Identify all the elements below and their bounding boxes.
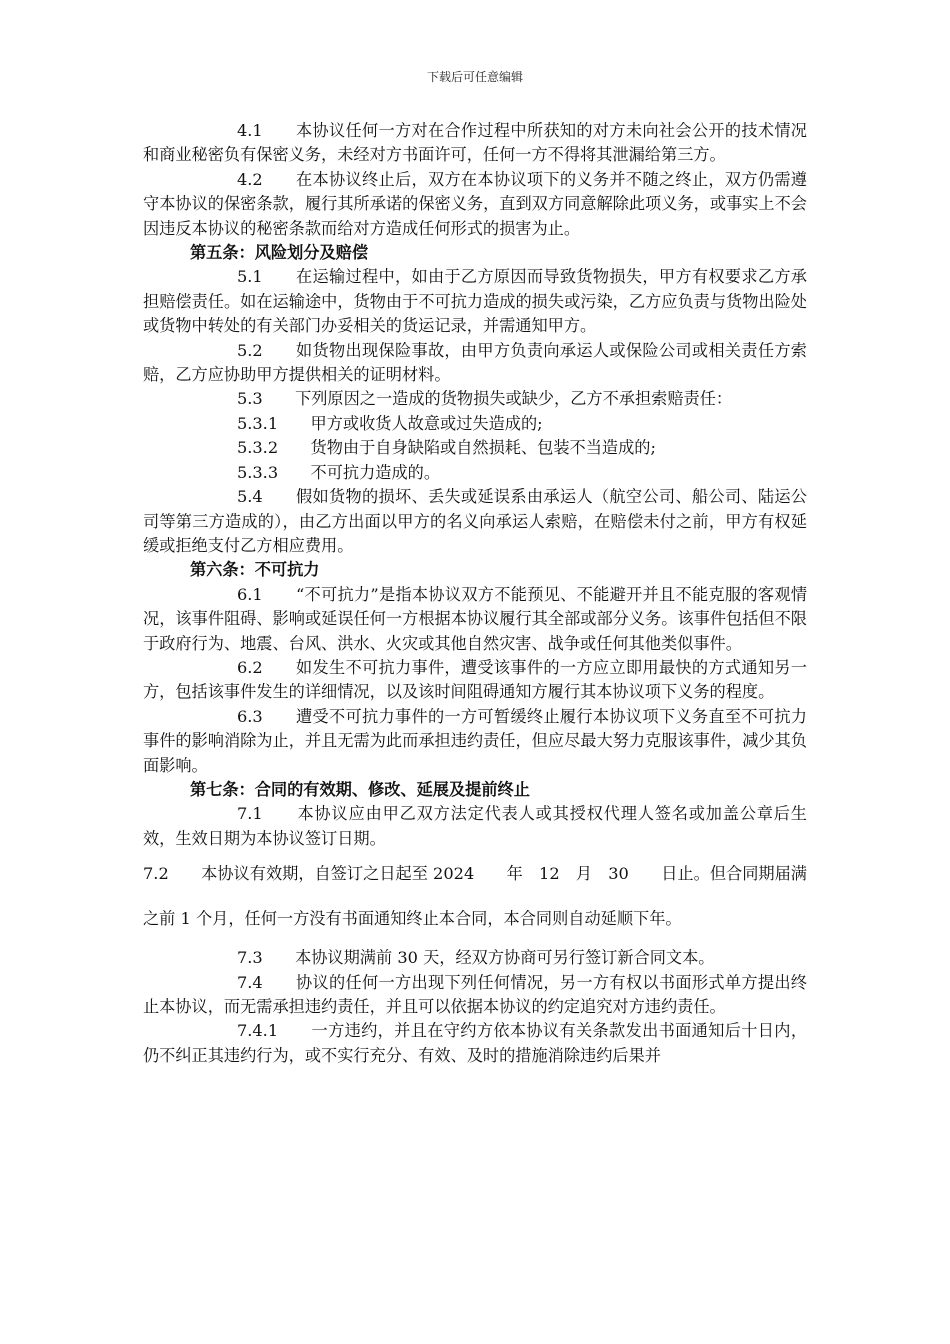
clause-7-4 xyxy=(143,971,807,1020)
section-heading-7: 第七条：合同的有效期、修改、延展及提前终止 xyxy=(189,779,530,799)
clause-text: 在运输过程中，如由于乙方原因而导致货物损失，甲方有权要求乙方承担赔偿责任。如在运输途中，货物由于不可抗力造成的损失或污染，乙方应负责与货物出险处或货物中转处的有关部门办妥相关的货运记录，并需通知甲方。 xyxy=(143,267,807,336)
clause-7-3 xyxy=(143,946,807,970)
clause-number: 5.4 xyxy=(236,487,263,507)
clause-5-3-2 xyxy=(143,436,807,460)
clause-text: 如发生不可抗力事件，遭受该事件的一方应立即用最快的方式通知另一方，包括该事件发生的详细情况，以及该时间阻碍通知方履行其本协议项下义务的程度。 xyxy=(143,657,807,702)
clause-text: 货物由于自身缺陷或自然损耗、包装不当造成的; xyxy=(310,438,656,458)
section-heading-6: 第六条：不可抗力 xyxy=(189,560,320,580)
clause-text: 一方违约，并且在守约方依本协议有关条款发出书面通知后十日内，仍不纠正其违约行为，或不实行充分、有效、及时的措施消除违约后果并 xyxy=(143,1021,808,1065)
clause-text: 如货物出现保险事故，由甲方负责向承运人或保险公司或相关责任方索赔，乙方应协助甲方提供相关的证明材料。 xyxy=(143,340,807,385)
clause-number: 5.3 xyxy=(236,389,263,409)
clause-text: 本协议有效期，自签订之日起至 2024 年 12 月 30 日止。但合同期届满之前 1 个月，任何一方没有书面通知终止本合同，本合同则自动延顺下年。 xyxy=(143,864,807,929)
clause-text: 甲方或收货人故意或过失造成的; xyxy=(310,413,543,433)
clause-text: 本协议应由甲乙双方法定代表人或其授权代理人签名或加盖公章后生效，生效日期为本协议签订日期。 xyxy=(143,804,807,848)
clause-6-3 xyxy=(143,705,807,778)
clause-number: 7.2 xyxy=(143,864,169,884)
clause-text: 假如货物的损坏、丢失或延误系由承运人（航空公司、船公司、陆运公司等第三方造成的），由乙方出面以甲方的名义向承运人索赔，在赔偿未付之前，甲方有权延缓或拒绝支付乙方相应费用。 xyxy=(143,487,807,555)
clause-number: 5.3.3 xyxy=(236,462,279,482)
clause-5-1 xyxy=(143,265,807,338)
clause-number: 5.3.2 xyxy=(236,438,279,458)
clause-4-1 xyxy=(143,119,807,168)
clause-text: 下列原因之一造成的货物损失或缺少，乙方不承担索赔责任： xyxy=(295,389,733,409)
clause-7-2 xyxy=(143,851,807,941)
clause-text: “不可抗力”是指本协议双方不能预见、不能避开并且不能克服的客观情况，该事件阻碍、影响或延误任何一方根据本协议履行其全部或部分义务。该事件包括但不限于政府行为、地震、台风、洪水、火灾或其他自然灾害、战争或任何其他类似事件。 xyxy=(143,584,808,653)
clause-text: 不可抗力造成的。 xyxy=(310,462,441,482)
section-heading-5: 第五条：风险划分及赔偿 xyxy=(189,243,369,263)
clause-5-3-3 xyxy=(143,461,807,485)
document-body xyxy=(143,119,807,1068)
clause-number: 6.3 xyxy=(236,706,263,726)
clause-text: 协议的任何一方出现下列任何情况，另一方有权以书面形式单方提出终止本协议，而无需承担违约责任，并且可以依据本协议的约定追究对方违约责任。 xyxy=(143,972,807,1016)
clause-text: 遭受不可抗力事件的一方可暂缓终止履行本协议项下义务直至不可抗力事件的影响消除为止，并且无需为此而承担违约责任，但应尽最大努力克服该事件，减少其负面影响。 xyxy=(143,706,807,775)
clause-number: 5.3.1 xyxy=(236,413,279,433)
clause-text: 在本协议终止后，双方在本协议项下的义务并不随之终止，双方仍需遵守本协议的保密条款，履行其所承诺的保密义务，直到双方同意解除此项义务，或事实上不会因违反本协议的秘密条款而给对方造成任何形式的损害为止。 xyxy=(143,169,807,238)
clause-text: 本协议任何一方对在合作过程中所获知的对方未向社会公开的技术情况和商业秘密负有保密义务，未经对方书面许可，任何一方不得将其泄漏给第三方。 xyxy=(143,121,807,165)
clause-number: 4.2 xyxy=(236,169,263,189)
clause-number: 7.3 xyxy=(236,948,263,968)
clause-number: 7.4.1 xyxy=(236,1021,279,1041)
clause-6-2 xyxy=(143,656,807,705)
clause-4-2 xyxy=(143,168,807,241)
clause-5-3 xyxy=(143,387,807,411)
clause-7-4-1 xyxy=(143,1019,807,1068)
clause-number: 6.1 xyxy=(236,584,263,604)
clause-6-1 xyxy=(143,583,807,656)
clause-number: 6.2 xyxy=(236,657,263,677)
clause-number: 5.1 xyxy=(236,267,263,287)
clause-7-1 xyxy=(143,802,807,851)
clause-number: 5.2 xyxy=(236,340,263,360)
clause-number: 7.1 xyxy=(236,804,263,824)
clause-number: 7.4 xyxy=(236,972,263,992)
clause-5-3-1 xyxy=(143,412,807,436)
clause-number: 4.1 xyxy=(236,121,263,140)
page-header: 下载后可任意编辑 xyxy=(426,70,523,84)
clause-5-4 xyxy=(143,485,807,558)
clause-text: 本协议期满前 30 天，经双方协商可另行签订新合同文本。 xyxy=(295,948,715,968)
clause-5-2 xyxy=(143,339,807,388)
